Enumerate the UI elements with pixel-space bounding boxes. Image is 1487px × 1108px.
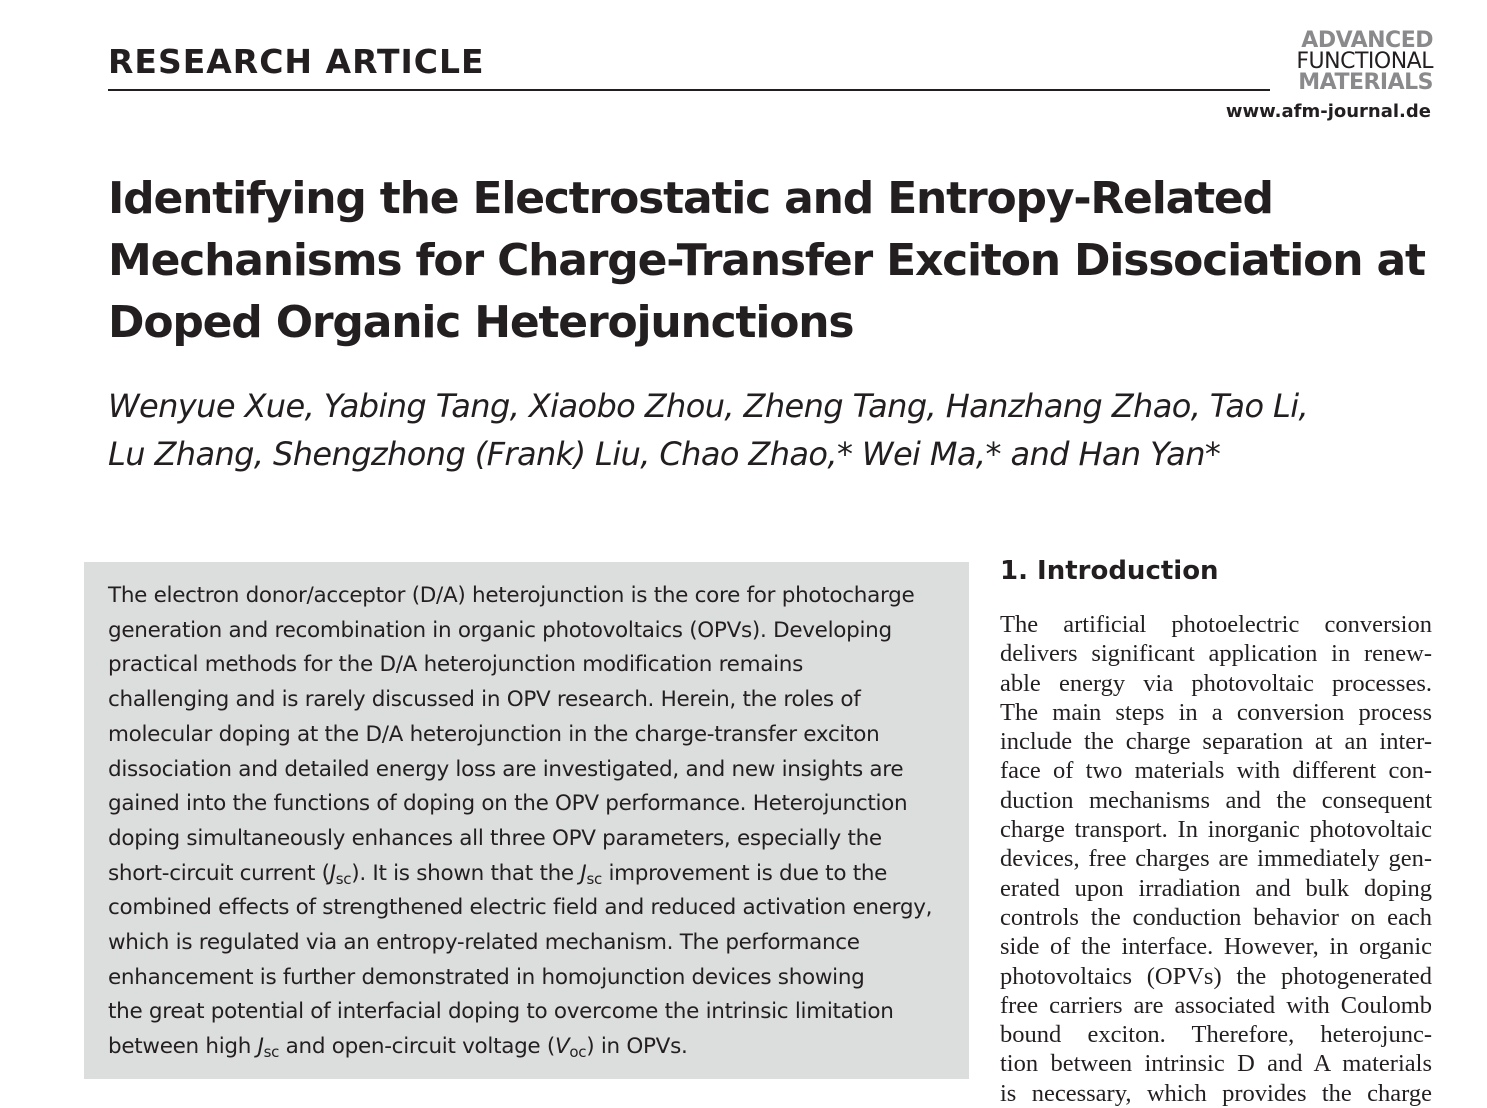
intro-line: devices, free charges are immediately gen- [1000,845,1432,873]
abstract-fragment: improvement is due to the [601,860,888,886]
author-line-1: Wenyue Xue, Yabing Tang, Xiaobo Zhou, Zheng Tang, Hanzhang Zhao, Tao Li, [108,387,1309,425]
intro-line: photovoltaics (OPVs) the photogenerated [1000,962,1432,990]
intro-line: side of the interface. However, in organic [1000,933,1432,961]
abstract-line: dissociation and detailed energy loss are investigated, and new insights are [108,756,904,782]
abstract-line: the great potential of interfacial doping to overcome the intrinsic limitation [108,999,894,1025]
abstract-subscript: sc [335,869,352,888]
abstract-fragment: ). It is shown that the [351,860,581,886]
intro-line: free carriers are associated with Coulomb [1000,991,1432,1019]
section-label: RESEARCH ARTICLE [108,42,485,81]
intro-line: include the charge separation at an inter- [1000,728,1432,756]
abstract-line [108,857,947,892]
abstract-fragment: ) in OPVs. [586,1034,688,1060]
abstract-symbol: J [329,860,336,886]
introduction-body [1000,610,1432,1108]
intro-line: is necessary, which provides the charge [1000,1079,1432,1107]
abstract-subscript: sc [586,869,602,888]
intro-line: delivers significant application in renew- [1000,640,1432,668]
article-title: Identifying the Electrostatic and Entropy-Related Mechanisms for Charge-Transfer Exciton Dissociation at Doped Organic Heterojunctions [108,173,1425,348]
abstract-fragment: between high [108,1034,258,1060]
journal-logo [1268,30,1433,93]
abstract-line: practical methods for the D/A heterojunction modification remains [108,652,803,678]
intro-line: duction mechanisms and the consequent [1000,786,1432,814]
header-rule [108,89,1270,91]
abstract-line: which is regulated via an entropy-related mechanism. The performance [108,930,860,956]
intro-line: erated upon irradiation and bulk doping [1000,874,1432,902]
abstract-line [108,1030,947,1065]
abstract-symbol: J [257,1034,264,1060]
intro-line: able energy via photovoltaic processes. [1000,669,1432,697]
abstract-line: enhancement is further demonstrated in homojunction devices showing [108,964,865,990]
intro-line: The main steps in a conversion process [1000,698,1432,726]
abstract-symbol: V [554,1034,570,1060]
intro-line: The artificial photoelectric conversion [1000,611,1432,638]
abstract-fragment: short-circuit current ( [108,860,330,886]
journal-url[interactable]: www.afm-journal.de [1225,101,1431,122]
abstract-symbol: J [580,860,587,886]
intro-line: tion between intrinsic D and A materials [1000,1050,1432,1078]
introduction-heading: 1. Introduction [1000,556,1219,586]
intro-line: controls the conduction behavior on each [1000,903,1432,931]
intro-line: charge transport. In inorganic photovoltaic [1000,816,1432,844]
abstract-line: The electron donor/acceptor (D/A) heterojunction is the core for photocharge [108,583,915,608]
abstract-line: combined effects of strengthened electric field and reduced activation energy, [108,895,933,921]
intro-line: bound exciton. Therefore, heterojunc- [1000,1021,1432,1049]
abstract-line: generation and recombination in organic photovoltaics (OPVs). Developing [108,617,892,643]
journal-logo-line2: FUNCTIONAL [1296,49,1433,74]
intro-line: face of two materials with different con- [1000,757,1432,785]
author-line-2: Lu Zhang, Shengzhong (Frank) Liu, Chao Zhao,* Wei Ma,* and Han Yan* [108,435,1221,473]
abstract-box [84,562,969,1079]
abstract-subscript: sc [263,1043,280,1062]
author-list [108,382,1358,478]
journal-logo-line3: MATERIALS [1298,70,1433,95]
abstract-subscript: oc [569,1043,587,1062]
abstract-line: challenging and is rarely discussed in OPV research. Herein, the roles of [108,687,861,713]
abstract-fragment: and open-circuit voltage ( [279,1034,555,1060]
abstract-text [108,579,947,1065]
abstract-line: molecular doping at the D/A heterojunction in the charge-transfer exciton [108,721,880,747]
journal-logo-line1: ADVANCED [1301,28,1433,53]
abstract-line: gained into the functions of doping on the OPV performance. Heterojunction [108,791,908,817]
abstract-line: doping simultaneously enhances all three OPV parameters, especially the [108,825,882,851]
